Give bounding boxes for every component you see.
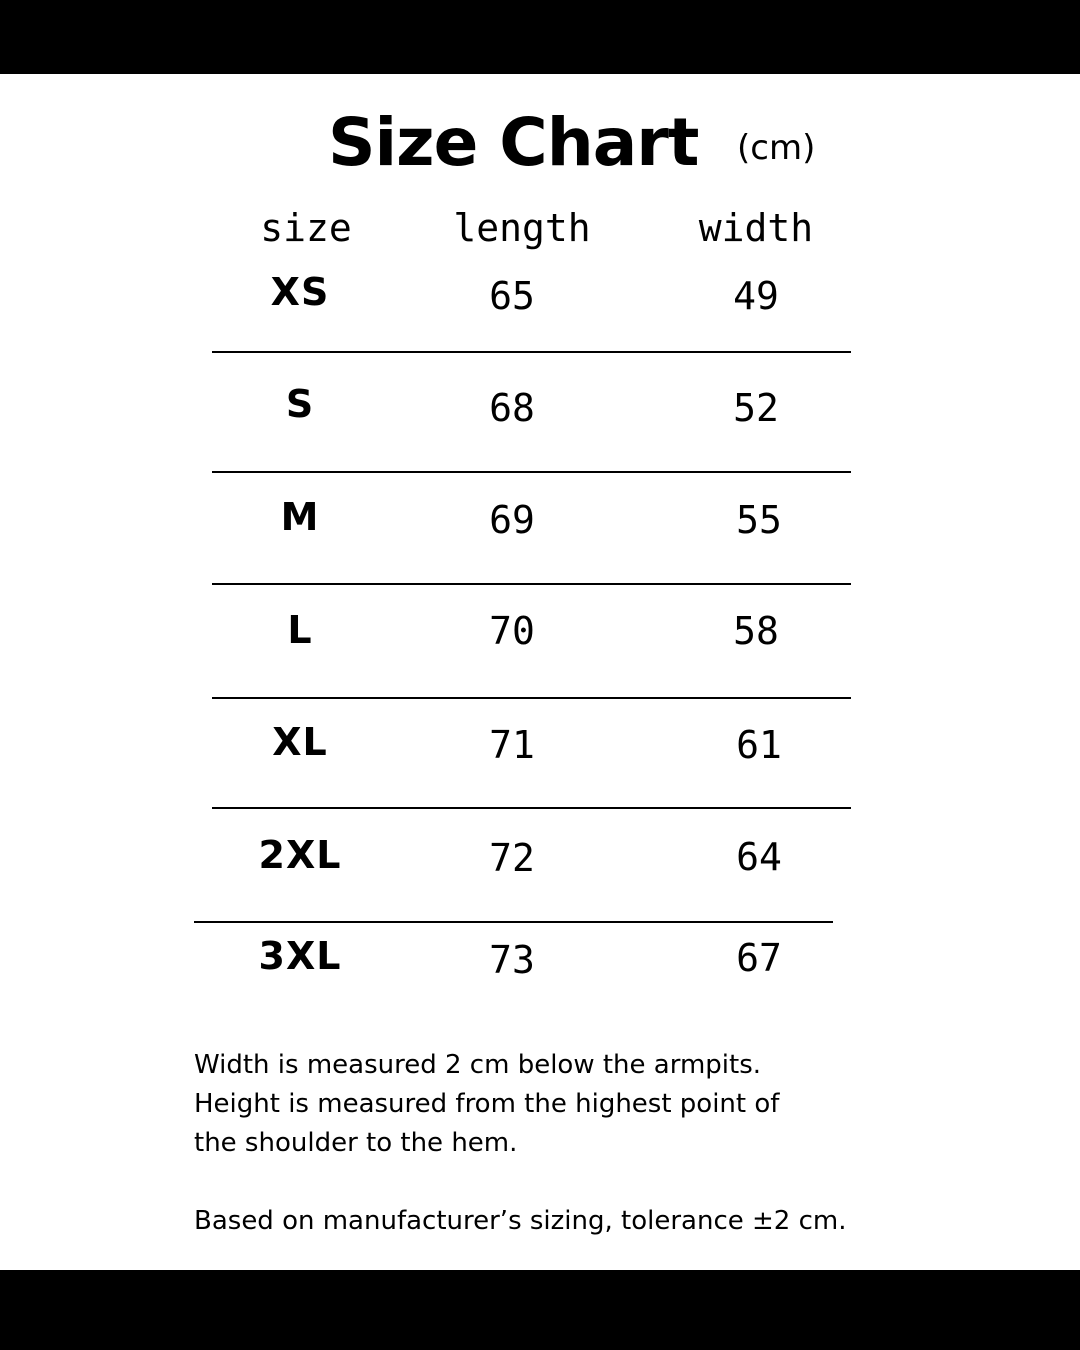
spacer (194, 1163, 954, 1202)
row-2xl-length: 72 (489, 836, 535, 880)
row-s-size: S (285, 382, 315, 426)
row-divider (212, 807, 851, 809)
row-3xl-width: 67 (736, 936, 782, 980)
header-length: length (453, 206, 591, 250)
row-2xl-size: 2XL (258, 833, 342, 877)
row-divider (212, 471, 851, 473)
row-divider (212, 583, 851, 585)
row-xs-size: XS (270, 270, 330, 314)
row-xl-length: 71 (489, 723, 535, 767)
row-l-size: L (287, 608, 313, 652)
note-line: Width is measured 2 cm below the armpits. (194, 1050, 762, 1080)
unit-label: (cm) (737, 128, 816, 168)
row-s-width: 52 (733, 386, 779, 430)
row-divider (212, 351, 851, 353)
note-line: Height is measured from the highest point of (194, 1089, 780, 1119)
header-width: width (698, 206, 814, 250)
page-title: Size Chart (328, 104, 699, 181)
row-2xl-width: 64 (736, 835, 782, 879)
top-bar (0, 0, 1080, 74)
bottom-bar (0, 1270, 1080, 1350)
row-divider (212, 697, 851, 699)
tolerance-note: Based on manufacturer’s sizing, tolerance ±2 cm. (194, 1206, 847, 1236)
note-line: the shoulder to the hem. (194, 1128, 518, 1158)
row-3xl-size: 3XL (258, 934, 342, 978)
row-m-length: 69 (489, 498, 535, 542)
row-s-length: 68 (489, 386, 535, 430)
row-3xl-length: 73 (489, 938, 535, 982)
header-size: size (260, 206, 352, 250)
row-xl-size: XL (272, 720, 328, 764)
row-m-size: M (280, 495, 320, 539)
row-divider (194, 921, 833, 923)
title-block (0, 102, 1080, 192)
row-xs-width: 49 (733, 274, 779, 318)
row-xl-width: 61 (736, 723, 782, 767)
measurement-notes (194, 1046, 954, 1241)
row-m-width: 55 (736, 498, 782, 542)
row-xs-length: 65 (489, 274, 535, 318)
row-l-width: 58 (733, 609, 779, 653)
row-l-length: 70 (489, 609, 535, 653)
